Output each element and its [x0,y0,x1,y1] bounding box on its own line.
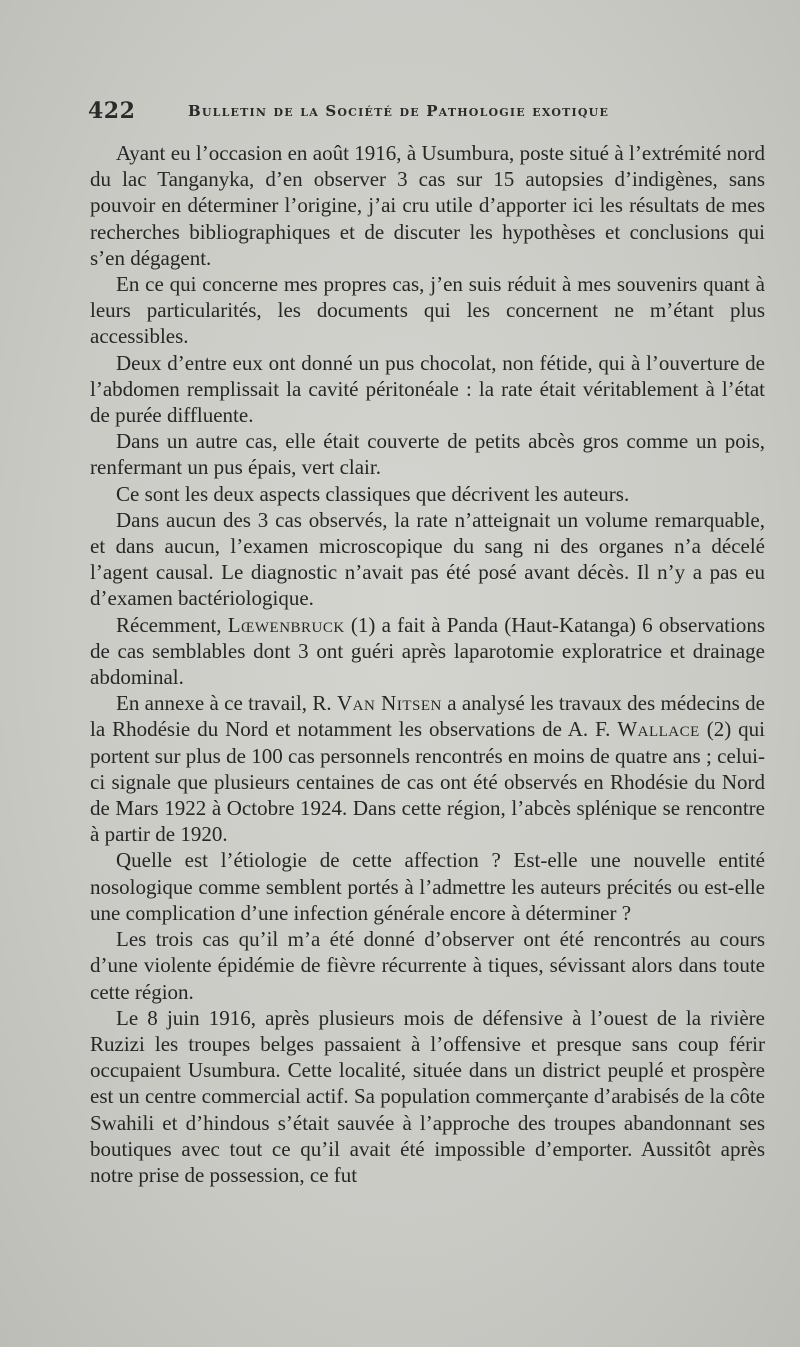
page-number: 422 [88,98,136,124]
paragraph: En ce qui concerne mes propres cas, j’en suis réduit à mes souvenirs quant à leurs particularités, les documents qui les concernent ne m’étant plus accessibles. [90,272,765,349]
paragraph-text: En annexe à ce travail, R. [116,691,337,716]
paragraph [90,612,765,691]
paragraph: Quelle est l’étiologie de cette affection ? Est-elle une nouvelle entité nosologique comme semblent portés à l’admettre les auteurs précités ou est-elle une complication d’une infection générale encore à déterminer ? [90,848,765,925]
paragraph: Ayant eu l’occasion en août 1916, à Usumbura, poste situé à l’extrémité nord du lac Tanganyka, d’en observer 3 cas sur 15 autopsies d’indigènes, sans pouvoir en déterminer l’origine, j’ai cru utile d’apporter ici les résultats de mes recherches bibliographiques et de discuter les hypothèses et conclusions qui s’en dégagent. [90,141,765,270]
paragraph-text: (2) qui portent sur plus de 100 cas personnels rencontrés en moins de quatre ans ; celui-ci signale que plusieurs centaines de cas ont été observés en Rhodésie du Nord de Mars 1922 à Octobre 1924. Dans cette région, l’abcès splénique se rencontre à partir de 1920. [90,717,766,847]
paragraph: Le 8 juin 1916, après plusieurs mois de défensive à l’ouest de la rivière Ruzizi les troupes belges passaient à l’offensive et presque sans coup férir occupaient Usumbura. Cette localité, située dans un district peuplé et prospère est un centre commercial actif. Sa population commerçante d’arabisés de la côte Swahili et d’hindous s’était sauvée à l’approche des troupes abandonnant ses boutiques avec tout ce qu’il avait été impossible d’emporter. Aussitôt après notre prise de possession, ce fut [90,1005,765,1187]
paragraph: Les trois cas qu’il m’a été donné d’observer ont été rencontrés au cours d’une violente épidémie de fièvre récurrente à tiques, sévissant alors dans toute cette région. [90,927,765,1004]
author-name: Wallace [617,717,700,742]
body-text [90,140,765,1188]
paragraph: Dans un autre cas, elle était couverte de petits abcès gros comme un pois, renfermant un pus épais, vert clair. [90,429,765,480]
paragraph: Ce sont les deux aspects classiques que décrivent les auteurs. [116,481,630,506]
paragraph-text: Récemment, [116,612,228,637]
paragraph: Deux d’entre eux ont donné un pus chocolat, non fétide, qui à l’ouverture de l’abdomen remplissait la cavité péritonéale : la rate était véritablement à l’état de purée diffluente. [90,350,765,428]
paragraph [90,690,765,847]
author-name: Van Nitsen [337,691,442,716]
paragraph: Dans aucun des 3 cas observés, la rate n’atteignait un volume remarquable, et dans aucun, l’examen microscopique du sang ni des organes n’a décelé l’agent causal. Le diagnostic n’avait pas été posé avant décès. Il n’y a pas eu d’examen bactériologique. [90,507,765,611]
paragraph-text: a analysé les travaux des médecins de la Rhodésie du Nord et notamment les observations de A. F. [90,691,765,742]
running-head [88,98,745,126]
paragraph-text: (1) a fait à Panda (Haut-Katanga) 6 observations de cas semblables dont 3 ont guéri après laparotomie exploratrice et drainage abdominal. [90,612,766,690]
journal-title: Bulletin de la Société de Pathologie exotique [188,102,610,120]
author-name: Lœwenbruck [227,612,345,637]
